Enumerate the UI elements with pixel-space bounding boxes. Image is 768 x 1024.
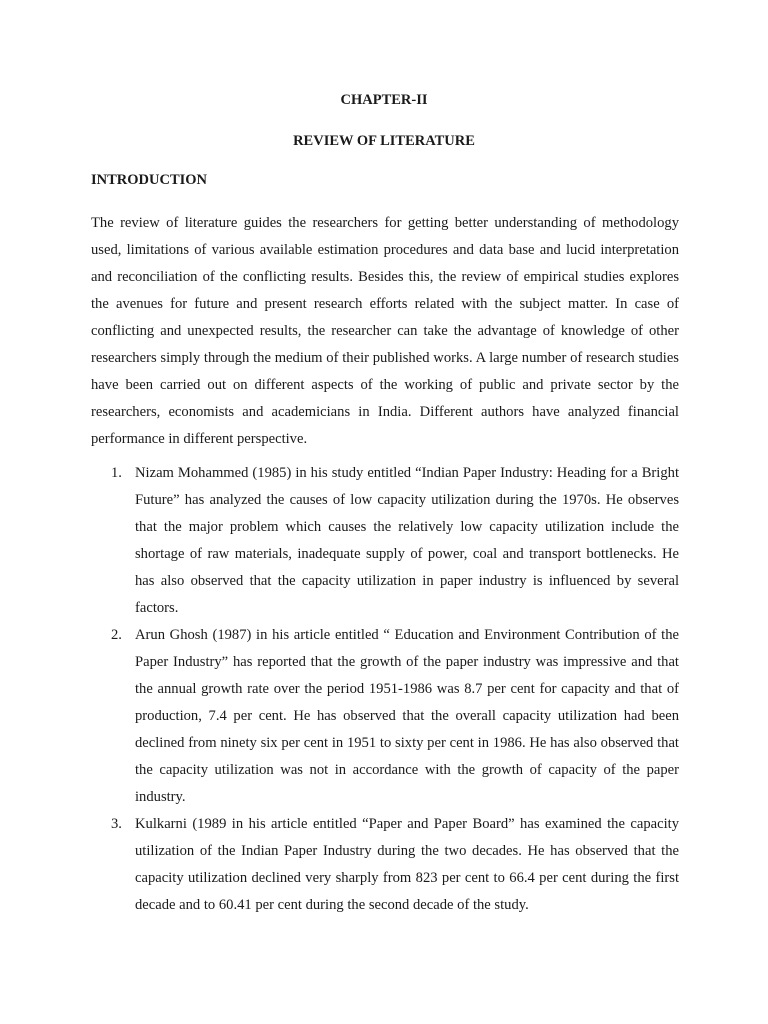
- reference-number: 3.: [111, 816, 122, 832]
- reference-number: 1.: [111, 465, 122, 481]
- reference-text: Nizam Mohammed (1985) in his study entitled “Indian Paper Industry: Heading for a Bright Future” has analyzed the causes of low capacity utilization during the 1970s. He observes that the major problem which causes the relatively low capacity utilization include the shortage of raw materials, inadequate supply of power, coal and transport bottlenecks. He has also observed that the capacity utilization in paper industry is influenced by several factors.: [135, 465, 679, 616]
- chapter-title: REVIEW OF LITERATURE: [293, 133, 475, 149]
- reference-text: Kulkarni (1989 in his article entitled “Paper and Paper Board” has examined the capacity utilization of the Indian Paper Industry during the two decades. He has observed that the capacity utilization declined very sharply from 823 per cent to 66.4 per cent during the first decade and to 60.41 per cent during the second decade of the study.: [135, 816, 679, 913]
- reference-number: 2.: [111, 627, 122, 643]
- reference-item: [91, 811, 679, 919]
- reference-list: [91, 460, 679, 919]
- section-heading: INTRODUCTION: [91, 172, 208, 188]
- chapter-heading: CHAPTER-II: [340, 92, 428, 108]
- reference-item: [91, 622, 679, 811]
- reference-text: Arun Ghosh (1987) in his article entitled “ Education and Environment Contribution of the Paper Industry” has reported that the growth of the paper industry was impressive and that the annual growth rate over the period 1951-1986 was 8.7 per cent for capacity and that of production, 7.4 per cent. He has observed that the overall capacity utilization had been declined from ninety six per cent in 1951 to sixty per cent in 1986. He has also observed that the capacity utilization was not in accordance with the growth of capacity of the paper industry.: [135, 627, 679, 805]
- reference-item: [91, 460, 679, 622]
- intro-paragraph: The review of literature guides the researchers for getting better understanding of methodology used, limitations of various available estimation procedures and data base and lucid interpretation and reconciliation of the conflicting results. Besides this, the review of empirical studies explores the avenues for future and present research efforts related with the subject matter. In case of conflicting and unexpected results, the researcher can take the advantage of knowledge of other researchers simply through the medium of their published works. A large number of research studies have been carried out on different aspects of the working of public and private sector by the researchers, economists and academicians in India. Different authors have analyzed financial performance in different perspective.: [91, 215, 679, 447]
